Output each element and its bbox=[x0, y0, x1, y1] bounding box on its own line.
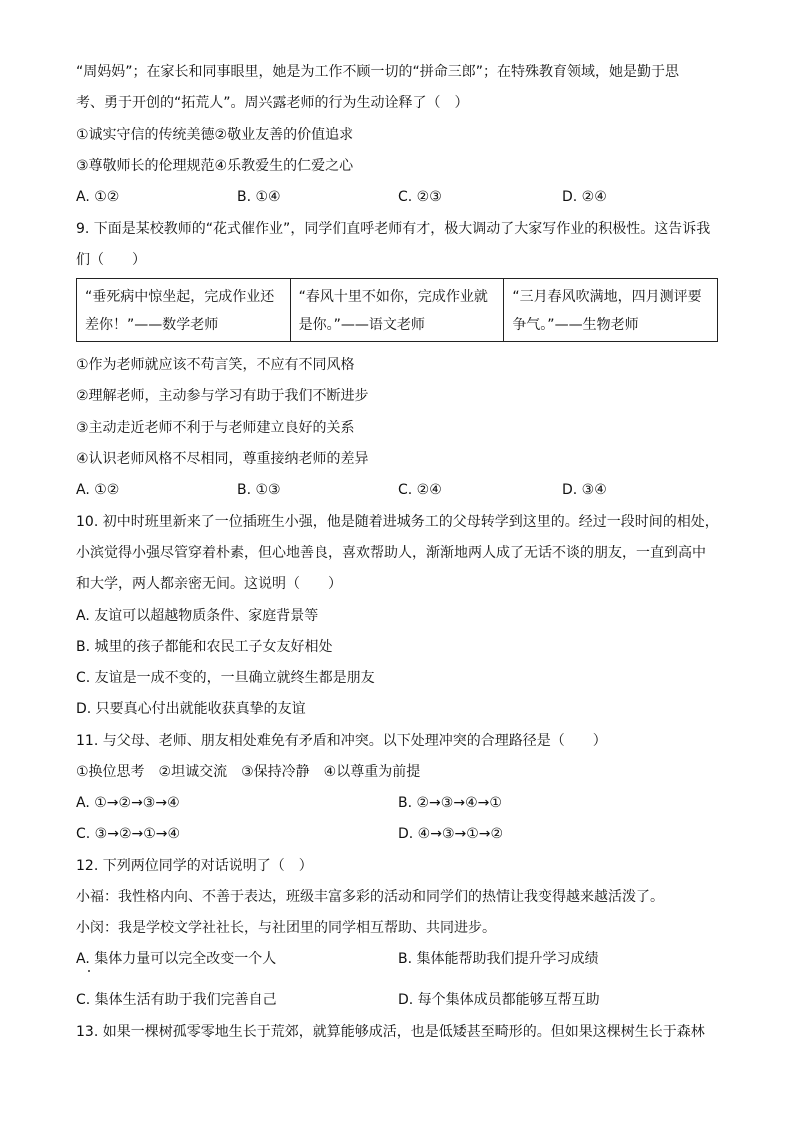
q9-option-d[interactable]: D. ③④ bbox=[562, 482, 607, 498]
q12-option-b[interactable]: B. 集体能帮助我们提升学习成绩 bbox=[398, 951, 599, 967]
q10-option-d[interactable]: D. 只要真心付出就能收获真挚的友谊 bbox=[76, 701, 306, 717]
q11-option-c[interactable]: C. ③→②→①→④ bbox=[76, 826, 181, 842]
q10-stem-line-3: 和大学，两人都亲密无间。这说明（ ） bbox=[76, 576, 342, 592]
q8-option-a[interactable]: A. ①② bbox=[76, 189, 120, 205]
quote-math-teacher: “垂死病中惊坐起，完成作业还差你！”——数学老师 bbox=[77, 279, 291, 342]
q12-option-c[interactable]: C. 集体生活有助于我们完善自己 bbox=[76, 992, 277, 1008]
q8-option-b[interactable]: B. ①④ bbox=[237, 189, 281, 205]
q9-option-a[interactable]: A. ①② bbox=[76, 482, 120, 498]
table-row bbox=[77, 279, 718, 342]
quote-chinese-teacher: “春风十里不如你，完成作业就是你。”——语文老师 bbox=[290, 279, 504, 342]
q9-option-c[interactable]: C. ②④ bbox=[398, 482, 442, 498]
q9-item-2: ②理解老师，主动参与学习有助于我们不断进步 bbox=[76, 388, 369, 404]
q11-option-b[interactable]: B. ②→③→④→① bbox=[398, 795, 502, 811]
q8-option-c[interactable]: C. ②③ bbox=[398, 189, 442, 205]
q10-stem-line-2: 小滨觉得小强尽管穿着朴素，但心地善良，喜欢帮助人，渐渐地两人成了无话不谈的朋友，一直到高中 bbox=[76, 545, 706, 561]
q11-option-a[interactable]: A. ①→②→③→④ bbox=[76, 795, 180, 811]
q12-option-a[interactable]: A. 集体力量可以完全改变一个人 bbox=[76, 951, 277, 967]
q10-option-c[interactable]: C. 友谊是一成不变的，一旦确立就终生都是朋友 bbox=[76, 670, 375, 686]
q12-option-d[interactable]: D. 每个集体成员都能够互帮互助 bbox=[398, 992, 600, 1008]
q13-stem-line-1: 13. 如果一棵树孤零零地生长于荒郊，就算能够成活，也是低矮甚至畸形的。但如果这棵树生长于森林 bbox=[76, 1024, 705, 1040]
teacher-quotes-table bbox=[76, 278, 718, 342]
stray-dot bbox=[88, 970, 90, 972]
q8-option-d[interactable]: D. ②④ bbox=[562, 189, 607, 205]
q9-stem-line-1: 9. 下面是某校教师的“花式催作业”，同学们直呼老师有才，极大调动了大家写作业的积极性。这告诉我 bbox=[76, 221, 711, 237]
q11-items: ①换位思考 ②坦诚交流 ③保持冷静 ④以尊重为前提 bbox=[76, 764, 421, 780]
q8-item-2: ③尊敬师长的伦理规范④乐教爱生的仁爱之心 bbox=[76, 158, 354, 174]
q8-item-1: ①诚实守信的传统美德②敬业友善的价值追求 bbox=[76, 127, 354, 143]
q8-stem-line-1: “周妈妈”；在家长和同事眼里，她是为工作不顾一切的“拼命三郎”；在特殊教育领域，她是勤于思 bbox=[76, 64, 680, 80]
quote-biology-teacher: “三月春风吹满地，四月测评要争气。”——生物老师 bbox=[504, 279, 718, 342]
q11-option-d[interactable]: D. ④→③→①→② bbox=[398, 826, 504, 842]
q9-stem-line-2: 们（ ） bbox=[76, 252, 146, 268]
q9-option-b[interactable]: B. ①③ bbox=[237, 482, 281, 498]
q9-item-1: ①作为老师就应该不苟言笑，不应有不同风格 bbox=[76, 357, 355, 373]
q11-stem: 11. 与父母、老师、朋友相处难免有矛盾和冲突。以下处理冲突的合理路径是（ ） bbox=[76, 733, 607, 749]
q10-option-a[interactable]: A. 友谊可以超越物质条件、家庭背景等 bbox=[76, 608, 319, 624]
q12-stem: 12. 下列两位同学的对话说明了（ ） bbox=[76, 858, 313, 874]
q8-stem-line-2: 考、勇于开创的“拓荒人”。周兴露老师的行为生动诠释了（ ） bbox=[76, 95, 469, 111]
q10-option-b[interactable]: B. 城里的孩子都能和农民工子女友好相处 bbox=[76, 639, 333, 655]
q12-dialog-2: 小闵：我是学校文学社社长，与社团里的同学相互帮助、共同进步。 bbox=[76, 920, 496, 936]
q9-item-4: ④认识老师风格不尽相同，尊重接纳老师的差异 bbox=[76, 451, 369, 467]
q9-item-3: ③主动走近老师不利于与老师建立良好的关系 bbox=[76, 420, 355, 436]
q12-dialog-1: 小福：我性格内向、不善于表达，班级丰富多彩的活动和同学们的热情让我变得越来越活泼了。 bbox=[76, 889, 664, 905]
q10-stem-line-1: 10. 初中时班里新来了一位插班生小强，他是随着进城务工的父母转学到这里的。经过一段时间的相处， bbox=[76, 514, 719, 530]
